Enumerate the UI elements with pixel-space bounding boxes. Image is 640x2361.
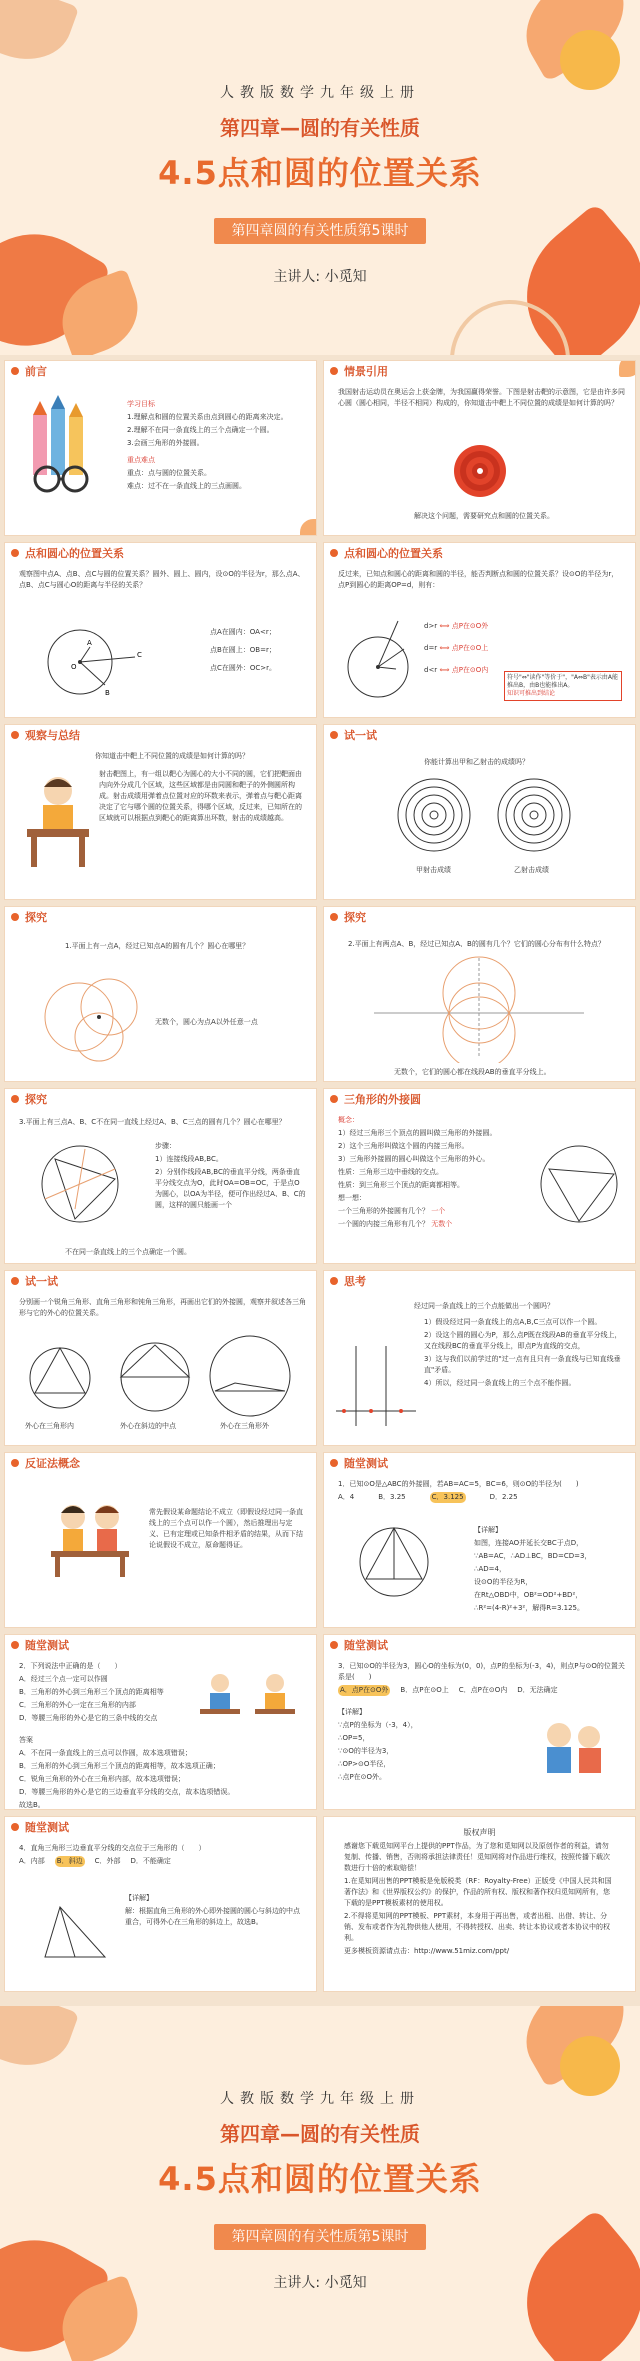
property-text: 性质：到三角形三个顶点的距离都相等。 <box>338 1181 464 1189</box>
cover-speaker: 主讲人: 小觅知 <box>273 269 367 285</box>
answer-text: 不在同一条直线上的三个点确定一个圆。 <box>65 1248 191 1256</box>
sun-decoration <box>560 30 620 90</box>
point-label: A <box>87 639 92 647</box>
def-item: 2）这个三角形叫做这个圆的内接三角形。 <box>338 1142 469 1150</box>
question-text: 1.平面上有一点A，经过已知点A的圆有几个？圆心在哪里？ <box>65 942 250 950</box>
reason-item: 2）设这个圆的圆心为P，那么点P既在线段AB的垂直平分线上，又在线段BC的垂直平分线上，即点P为直线的交点， <box>424 1331 622 1350</box>
reason-item: 3）这与我们以前学过的"过一点有且只有一条直线与已知直线垂直"矛盾。 <box>424 1355 621 1374</box>
answer-heading: 【详解】 <box>474 1526 502 1534</box>
target-b-diagram <box>494 775 574 855</box>
option-a[interactable]: A．内部 <box>19 1857 45 1865</box>
scenario-note: 解决这个问题，需要研究点和圆的位置关系。 <box>414 512 554 520</box>
cover-chapter: 第四章—圆的有关性质 <box>220 116 420 140</box>
bullet-icon <box>330 913 338 921</box>
answer-line: ∴OP>⊙O半径， <box>338 1760 391 1768</box>
question-text: 2．下列说法中正确的是（ ） <box>19 1662 122 1670</box>
question-text: 分别画一个锐角三角形、直角三角形和钝角三角形，再画出它们的外接圆，观察并叙述各三角形与它的外心的位置关系。 <box>19 1298 306 1317</box>
def-heading: 概念： <box>338 1116 359 1124</box>
cover-subtitle: 人教版数学九年级上册 <box>220 2091 420 2107</box>
option-c[interactable]: C．外部 <box>94 1857 121 1865</box>
symbol-note: 符号"⇔"读作"等价于"，"A⇔B"表示由A能推出B，由B也能推出A。 知识可推出到结论 <box>504 671 622 701</box>
answer-heading: 【详解】 <box>125 1894 153 1902</box>
option-c[interactable]: C．三角形的外心一定在三角形的内部 <box>19 1701 136 1709</box>
answer-line: 如图，连接AO并延长交BC于点D， <box>474 1539 584 1547</box>
option-a[interactable]: A．4 <box>338 1493 355 1501</box>
think-answer: 无数个 <box>431 1220 453 1228</box>
step-item: 1）连接线段AB,BC。 <box>155 1155 223 1163</box>
question-text: 反过来，已知点和圆心的距离和圆的半径，能否判断点和圆的位置关系？设⊙O的半径为r，点P到圆心的距离OP=d，则有： <box>338 570 619 589</box>
slide-title: 试一试 <box>25 1275 58 1288</box>
key-heading: 重点难点 <box>127 456 155 464</box>
answer-text: 无数个，圆心为点A以外任意一点 <box>155 1018 258 1026</box>
slide-title: 随堂测试 <box>344 1639 388 1652</box>
student-desk-illustration <box>23 769 93 869</box>
answer-line: 设⊙O的半径为R， <box>474 1578 533 1586</box>
slide-title: 三角形的外接圆 <box>344 1093 421 1106</box>
perpendicular-bisector-diagram <box>364 953 594 1063</box>
slide-title: 反证法概念 <box>25 1457 80 1470</box>
option-d[interactable]: D．无法确定 <box>517 1686 558 1694</box>
three-point-circle-diagram <box>35 1139 125 1229</box>
relation-row: d=r ⟺ 点P在⊙O上 <box>424 644 489 652</box>
slide-title: 试一试 <box>344 729 377 742</box>
leaf-decoration <box>0 2006 79 2079</box>
question-text: 你知道击中靶上不同位置的成绩是如何计算的吗？ <box>95 752 249 760</box>
answer-line: ∴点P在⊙O外。 <box>338 1773 387 1781</box>
question-text: 经过同一条直线上的三个点能做出一个圆吗？ <box>414 1302 554 1310</box>
arrow-icon: ⟺ <box>439 644 450 652</box>
arrow-icon: ⟺ <box>439 622 450 630</box>
caption: 外心在斜边的中点 <box>120 1422 176 1430</box>
bullet-icon <box>11 549 19 557</box>
answer-line: A．不在同一条直线上的三点可以作圆，故本选项错误； <box>19 1749 192 1757</box>
slide-title: 探究 <box>344 911 366 924</box>
slide-observe[interactable] <box>4 724 317 900</box>
question-text: 3．已知⊙O的半径为3，圆心O的坐标为(0，0)，点P的坐标为(-3，4)，则点P与⊙O的位置关系是( ) <box>338 1662 625 1681</box>
think-heading: 想一想： <box>338 1194 366 1202</box>
cover-title: 4.5点和圆的位置关系 <box>158 154 482 192</box>
copyright-para: 2.不得将觅知网的PPT模板、PPT素材，本身用于再出售，或者出租、出借、转让、分销、发布或者作为礼物供他人使用，不得转授权、出卖、转让本协议或者本协议中的权利。 <box>344 1912 610 1942</box>
goal-item: 1.理解点和圆的位置关系由点到圆心的距离来决定。 <box>127 413 288 421</box>
cover-speaker: 主讲人: 小觅知 <box>273 2275 367 2291</box>
bullet-icon <box>11 367 19 375</box>
option-b[interactable]: B．三角形的外心到三角形三个顶点的距离相等 <box>19 1688 164 1696</box>
step-heading: 步骤： <box>155 1142 176 1150</box>
question-text: 3.平面上有三点A、B、C不在同一直线上经过A、B、C三点的圆有几个？圆心在哪里？ <box>19 1118 286 1126</box>
target-a-label: 甲射击成绩 <box>416 866 451 874</box>
option-a[interactable]: A．经过三个点一定可以作圆 <box>19 1675 108 1683</box>
option-c[interactable]: C．3.125 <box>431 1493 464 1501</box>
slide-title: 随堂测试 <box>344 1457 388 1470</box>
obtuse-triangle-diagram <box>205 1331 295 1421</box>
slide-quiz-4[interactable] <box>4 1816 317 1992</box>
bullet-icon <box>330 549 338 557</box>
question-text: 你能计算出甲和乙射击的成绩吗？ <box>424 758 529 766</box>
target-a-diagram <box>394 775 474 855</box>
slide-title: 思考 <box>344 1275 366 1288</box>
relation-outside: 点C在圆外：OC>r。 <box>210 664 277 672</box>
question-text: 观察图中点A、点B、点C与圆的位置关系？圆外、圆上、圆内，设⊙O的半径为r，那么点A、点B、点C与圆心O的距离与半径的关系？ <box>19 570 305 589</box>
slide-think[interactable] <box>323 1270 636 1446</box>
property-text: 性质：三角形三边中垂线的交点。 <box>338 1168 443 1176</box>
option-b[interactable]: B．点P在⊙O上 <box>400 1686 449 1694</box>
acute-triangle-diagram <box>25 1343 95 1413</box>
answer-line: ∴AD=4， <box>474 1565 506 1573</box>
relation-inside: 点A在圆内：OA<r； <box>210 628 276 636</box>
collinear-points-diagram <box>336 1341 416 1431</box>
think-answer: 一个 <box>431 1207 446 1215</box>
option-d[interactable]: D．2.25 <box>489 1493 518 1501</box>
option-a[interactable]: A．点P在⊙O外 <box>340 1686 389 1694</box>
slide-point-circle-2[interactable] <box>323 542 636 718</box>
answer-heading: 答案 <box>19 1736 33 1744</box>
answer-line: C．锐角三角形的外心在三角形内部，故本选项错误； <box>19 1775 185 1783</box>
right-triangle-diagram <box>115 1337 195 1417</box>
point-label: O <box>71 663 77 671</box>
think-question: 一个三角形的外接圆有几个？ <box>338 1207 429 1215</box>
option-b[interactable]: B．斜边 <box>56 1857 83 1865</box>
bullet-icon <box>11 913 19 921</box>
slide-circumcircle[interactable] <box>323 1088 636 1264</box>
slide-quiz-1[interactable] <box>323 1452 636 1628</box>
pencils-illustration <box>25 395 105 495</box>
kids-illustration <box>529 1715 619 1785</box>
option-b[interactable]: B．3.25 <box>378 1493 406 1501</box>
leaf-decoration <box>0 0 79 73</box>
bullet-icon <box>11 1459 19 1467</box>
classroom-illustration <box>195 1667 305 1727</box>
circle-diagram <box>340 609 420 709</box>
slide-explore-2[interactable] <box>323 906 636 1082</box>
point-label: C <box>137 651 142 659</box>
summary-text: 射击靶图上，有一组以靶心为圆心的大小不同的圆，它们把靶面由内向外分成几个区域，这些区域都是由同圆和靶子的外侧圆所构成。射击成绩用弹着点位置对应的环数来表示，弹着点与靶心距离决定了它与哪个圆的位置关系，得哪个区域，反过来，已知所在的区域就可以根据点到靶心的距离算出环数，射击的成绩越高。 <box>99 770 302 822</box>
bullet-icon <box>330 1277 338 1285</box>
bullet-icon <box>330 731 338 739</box>
answer-line: D．等腰三角形的外心是它的三边垂直平分线的交点，故本选项错误。 <box>19 1788 235 1796</box>
cover-bottom <box>0 2006 640 2361</box>
slide-title: 点和圆心的位置关系 <box>344 547 443 560</box>
slide-title: 探究 <box>25 1093 47 1106</box>
goal-heading: 学习目标 <box>127 400 155 408</box>
scenario-text: 我国射击运动员在奥运会上获金牌，为我国赢得荣誉。下图是射击靶的示意图，它是由许多同心圆（圆心相同，半径不相同）构成的，你知道击中靶上不同位置的成绩是如何计算的吗？ <box>338 388 625 407</box>
question-text: 4．直角三角形三边垂直平分线的交点位于三角形的（ ） <box>19 1844 206 1852</box>
leaf-icon <box>619 360 636 377</box>
option-d[interactable]: D．不能确定 <box>130 1857 171 1865</box>
slide-explore-3[interactable] <box>4 1088 317 1264</box>
bullet-icon <box>330 367 338 375</box>
circumcircle-quiz-diagram <box>354 1517 434 1607</box>
target-b-label: 乙射击成绩 <box>514 866 549 874</box>
key-point: 重点：点与圆的位置关系。 <box>127 469 211 477</box>
def-item: 1）经过三角形三个顶点的圆叫做三角形的外接圆。 <box>338 1129 497 1137</box>
caption: 外心在三角形外 <box>220 1422 269 1430</box>
bullet-icon <box>330 1459 338 1467</box>
circumcircle-diagram <box>534 1139 624 1229</box>
answer-line: ∴OP=5， <box>338 1734 370 1742</box>
answer-line: ∵AB=AC，∴AD⊥BC，BD=CD=3， <box>474 1552 592 1560</box>
option-d[interactable]: D．等腰三角形的外心是它的三条中线的交点 <box>19 1714 158 1722</box>
think-question: 一个圆的内接三角形有几个？ <box>338 1220 429 1228</box>
hard-point: 难点：过不在一条直线上的三点画圆。 <box>127 482 246 490</box>
slide-title: 前言 <box>25 365 47 378</box>
cover-top <box>0 0 640 355</box>
target-illustration <box>452 443 508 499</box>
slide-copyright[interactable] <box>323 1816 636 1992</box>
reason-item: 4）所以，经过同一条直线上的三个点不能作圆。 <box>424 1379 576 1387</box>
slide-title: 情景引用 <box>344 365 388 378</box>
bullet-icon <box>11 1277 19 1285</box>
relation-on: 点B在圆上：OB=r； <box>210 646 276 654</box>
point-label: B <box>105 689 110 697</box>
cover-chapter: 第四章—圆的有关性质 <box>220 2122 420 2146</box>
answer-line: ∴R²=(4-R)²+3²，解得R=3.125。 <box>474 1604 584 1612</box>
caption: 外心在三角形内 <box>25 1422 74 1430</box>
goal-item: 3.会画三角形的外接圆。 <box>127 439 204 447</box>
step-item: 2）分别作线段AB,BC的垂直平分线，两条垂直平分线交点为O，此时OA=OB=OC，于是点O为圆心，以OA为半径，便可作出经过A、B、C的圆，这样的圆只能画一个 <box>155 1168 306 1209</box>
circle-diagram <box>35 617 155 707</box>
answer-text: 无数个，它们的圆心都在线段AB的垂直平分线上。 <box>394 1068 551 1076</box>
slide-title: 随堂测试 <box>25 1639 69 1652</box>
sun-decoration <box>560 2036 620 2096</box>
slide-title: 探究 <box>25 911 47 924</box>
slide-title: 点和圆心的位置关系 <box>25 547 124 560</box>
kids-illustration <box>45 1493 135 1583</box>
reason-item: 1）假设经过同一条直线上的点A,B,C三点可以作一个圆。 <box>424 1318 602 1326</box>
slide-contradiction[interactable] <box>4 1452 317 1628</box>
slide-try[interactable] <box>323 724 636 900</box>
bullet-icon <box>11 731 19 739</box>
right-triangle-diagram <box>35 1897 115 1967</box>
slide-quiz-3[interactable] <box>323 1634 636 1810</box>
cover-title: 4.5点和圆的位置关系 <box>158 2160 482 2198</box>
slide-point-circle[interactable] <box>4 542 317 718</box>
option-c[interactable]: C．点P在⊙O内 <box>458 1686 508 1694</box>
slide-title: 观察与总结 <box>25 729 80 742</box>
relation-row: d<r ⟺ 点P在⊙O内 <box>424 666 489 674</box>
copyright-title: 版权声明 <box>463 1828 496 1837</box>
question-text: 1．已知⊙O是△ABC的外接圆，若AB=AC=5，BC=6，则⊙O的半径为( ) <box>338 1480 579 1488</box>
definition-text: 常先假设某命题结论不成立（即假设经过同一条直线上的三个点可以作一个圆），然后推理出与定义、已有定理或已知条件相矛盾的结果，从而下结论说假设不成立，原命题得证。 <box>149 1508 303 1549</box>
bullet-icon <box>11 1641 19 1649</box>
slide-preface[interactable] <box>4 360 317 536</box>
bullet-icon <box>11 1095 19 1103</box>
def-item: 3）三角形外接圆的圆心叫做这个三角形的外心。 <box>338 1155 490 1163</box>
answer-line: B．三角形的外心到三角形三个顶点的距离相等，故本选项正确； <box>19 1762 220 1770</box>
answer-line: 故选B。 <box>19 1801 45 1809</box>
answer-line: ∵点P的坐标为（-3，4）， <box>338 1721 418 1729</box>
copyright-para: 1.在觅知网出售的PPT模板是免版税类（RF：Royalty-Free）正版受《中国人民共和国著作法》和《世界版权公约》的保护，作品的所有权、版权和著作权归觅知网所有，您下载的是PPT模板素材的使用权。 <box>344 1877 612 1907</box>
slide-title: 随堂测试 <box>25 1821 69 1834</box>
cover-ribbon: 第四章圆的有关性质第5课时 <box>214 2224 426 2250</box>
answer-line: 在Rt△OBD中，OB²=OD²+BD²， <box>474 1591 583 1599</box>
circles-through-point-diagram <box>29 957 169 1067</box>
bullet-icon <box>330 1641 338 1649</box>
answer-line: ∵⊙O的半径为3， <box>338 1747 394 1755</box>
slide-scenario[interactable] <box>323 360 636 536</box>
slide-explore-1[interactable] <box>4 906 317 1082</box>
answer-text: 解：根据直角三角形的外心即外接圆的圆心与斜边的中点重合，可得外心在三角形的斜边上，故选B。 <box>125 1907 300 1926</box>
slide-try-2[interactable] <box>4 1270 317 1446</box>
answer-heading: 【详解】 <box>338 1708 366 1716</box>
cover-subtitle: 人教版数学九年级上册 <box>220 85 420 101</box>
arrow-icon: ⟺ <box>439 666 450 674</box>
slide-quiz-2[interactable] <box>4 1634 317 1810</box>
copyright-link[interactable]: 更多模板资源请点击：http://www.51miz.com/ppt/ <box>344 1947 510 1955</box>
relation-row: d>r ⟺ 点P在⊙O外 <box>424 622 489 630</box>
bullet-icon <box>11 1823 19 1831</box>
bullet-icon <box>330 1095 338 1103</box>
cover-ribbon: 第四章圆的有关性质第5课时 <box>214 218 426 244</box>
question-text: 2.平面上有两点A、B，经过已知点A、B的圆有几个？它们的圆心分布有什么特点？ <box>348 940 605 948</box>
goal-item: 2.理解不在同一条直线上的三个点确定一个圆。 <box>127 426 274 434</box>
copyright-para: 感谢您下载觅知网平台上提供的PPT作品，为了您和觅知网以及原创作者的利益，请勿复制、传播、销售，否则将承担法律责任！觅知网将对作品进行维权，按照传播下载次数进行十倍的索取赔偿！ <box>344 1842 610 1872</box>
